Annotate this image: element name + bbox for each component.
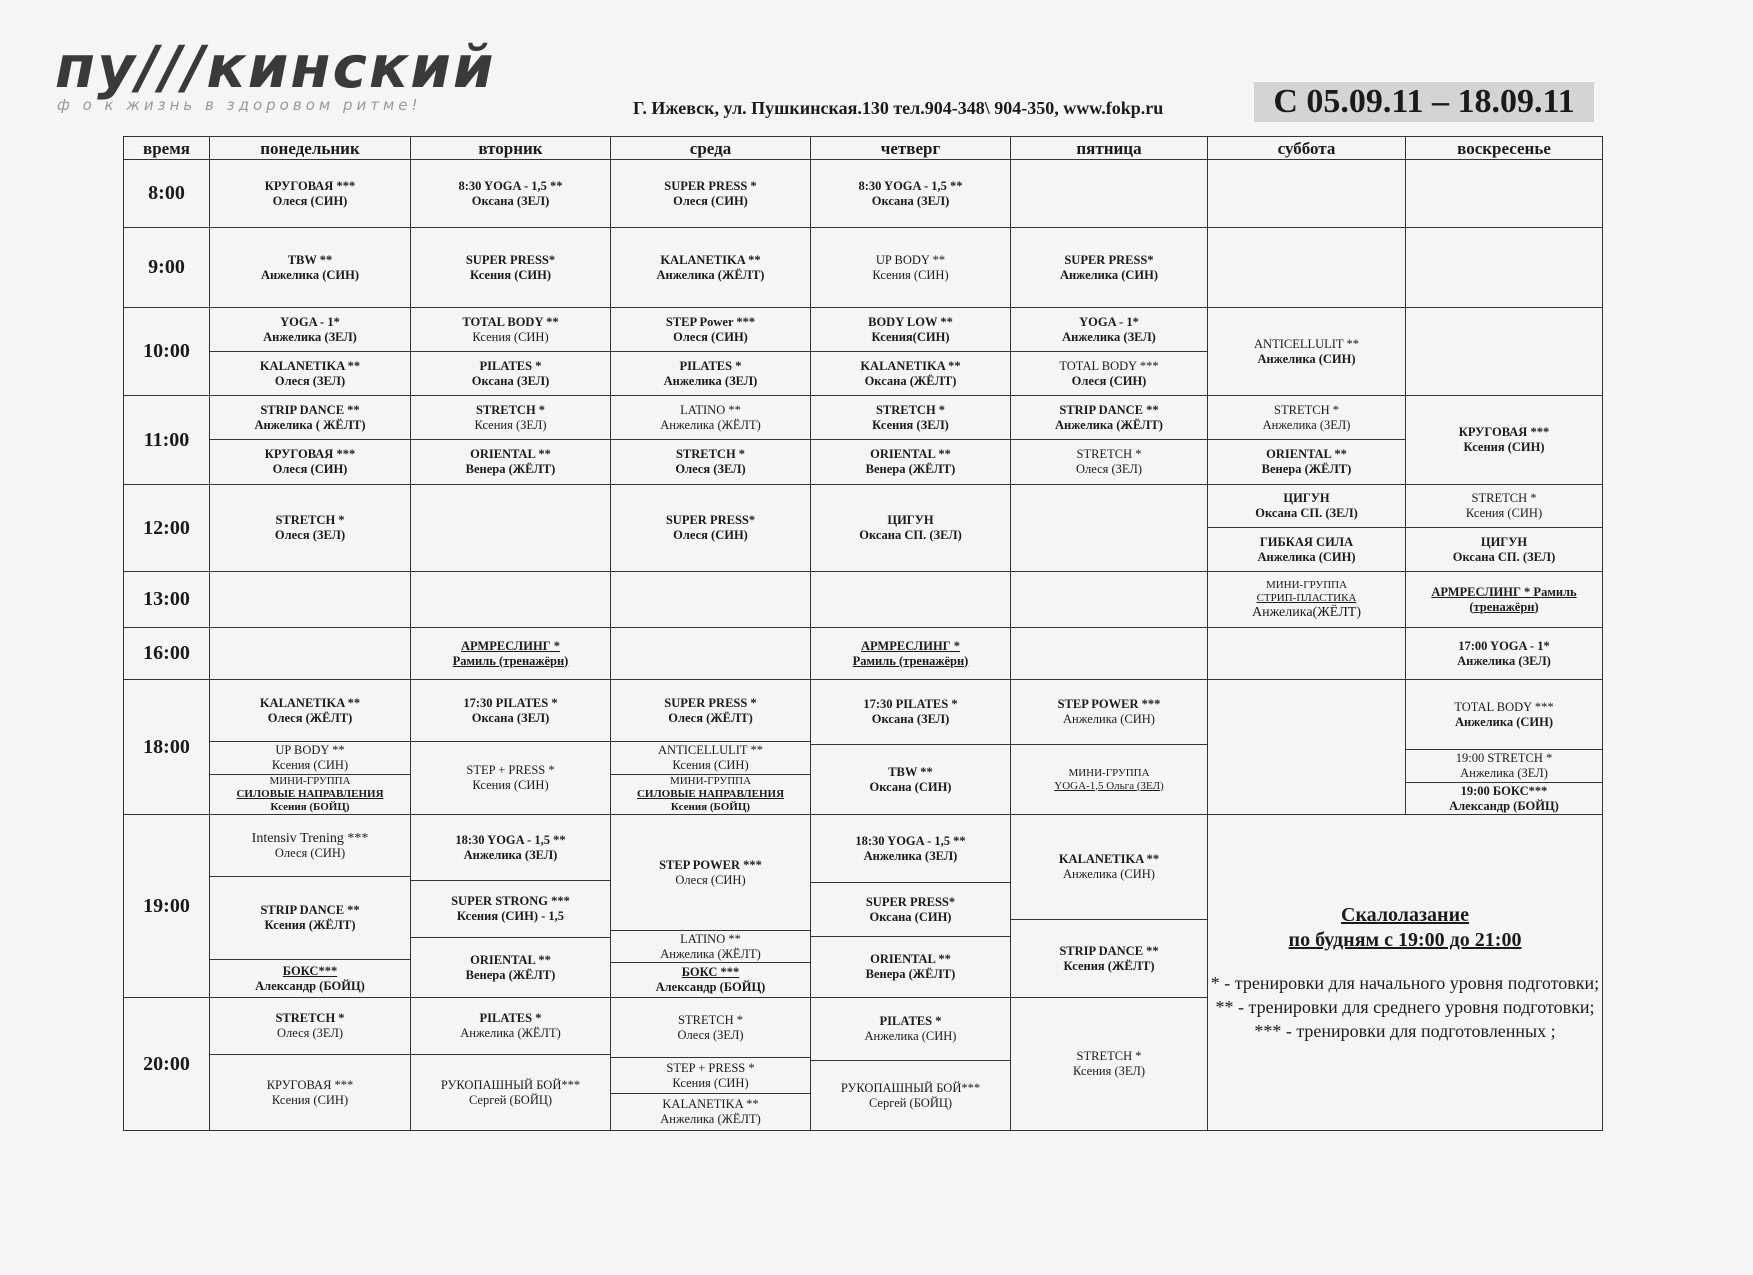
logo-tagline: ф о к жизнь в здоровом ритме! xyxy=(57,96,422,114)
class-slot[interactable]: ГИБКАЯ СИЛА Анжелика (СИН) xyxy=(1208,528,1406,572)
class-slot[interactable]: TBW ** Анжелика (СИН) xyxy=(210,228,411,308)
class-slot[interactable]: STRETCH * Ксения (СИН) xyxy=(1406,485,1602,528)
class-slot[interactable]: АРМРЕСЛИНГ * Рамиль (тренажёрн) xyxy=(411,628,611,680)
class-slot[interactable]: БОКС *** Александр (БОЙЦ) xyxy=(611,963,811,998)
time-slot: 11:00 xyxy=(124,396,210,485)
class-slot[interactable]: ORIENTAL ** Венера (ЖЁЛТ) xyxy=(1208,440,1406,485)
class-slot[interactable]: LATINO ** Анжелика (ЖЁЛТ) xyxy=(611,396,811,440)
header-tuesday: вторник xyxy=(411,137,611,160)
class-slot[interactable]: STRETCH * Ксения (ЗЕЛ) xyxy=(411,396,611,440)
class-slot[interactable]: SUPER PRESS * Олеся (ЖЁЛТ) xyxy=(611,680,811,742)
class-slot[interactable]: ЦИГУН Оксана СП. (ЗЕЛ) xyxy=(1406,528,1602,572)
schedule-period: С 05.09.11 – 18.09.11 xyxy=(1254,82,1594,122)
class-slot[interactable]: ORIENTAL ** Венера (ЖЁЛТ) xyxy=(411,440,611,485)
class-slot[interactable]: 8:30 YOGA - 1,5 ** Оксана (ЗЕЛ) xyxy=(411,160,611,228)
class-slot[interactable]: STEP + PRESS * Ксения (СИН) xyxy=(411,742,611,815)
class-slot[interactable]: STRIP DANCE ** Анжелика (ЖЁЛТ) xyxy=(1011,396,1208,440)
class-slot[interactable]: PILATES * Анжелика (ЗЕЛ) xyxy=(611,352,811,396)
empty-slot xyxy=(811,572,1011,628)
time-slot: 13:00 xyxy=(124,572,210,628)
class-slot[interactable]: PILATES * Анжелика (ЖЁЛТ) xyxy=(411,998,611,1055)
class-slot[interactable]: STRETCH * Олеся (ЗЕЛ) xyxy=(611,998,811,1058)
class-slot[interactable]: STRETCH * Олеся (ЗЕЛ) xyxy=(1011,440,1208,485)
header-monday: понедельник xyxy=(210,137,411,160)
class-slot[interactable]: STEP POWER *** Олеся (СИН) xyxy=(611,815,811,931)
empty-slot xyxy=(611,572,811,628)
class-slot[interactable]: КРУГОВАЯ *** Ксения (СИН) xyxy=(1406,396,1602,485)
time-slot: 12:00 xyxy=(124,485,210,572)
class-slot[interactable]: STEP Power *** Олеся (СИН) xyxy=(611,308,811,352)
class-slot[interactable]: STRETCH * Анжелика (ЗЕЛ) xyxy=(1208,396,1406,440)
empty-slot xyxy=(1406,160,1602,228)
header-saturday: суббота xyxy=(1208,137,1406,160)
legend-intermediate: ** - тренировки для среднего уровня подготовки; xyxy=(1215,996,1595,1017)
class-slot[interactable]: 19:00 БОКС*** Александр (БОЙЦ) xyxy=(1406,783,1602,815)
class-slot[interactable]: ЦИГУН Оксана СП. (ЗЕЛ) xyxy=(811,485,1011,572)
fitness-center-logo xyxy=(55,33,575,116)
time-slot: 9:00 xyxy=(124,228,210,308)
class-slot[interactable]: UP BODY ** Ксения (СИН) xyxy=(811,228,1011,308)
class-slot[interactable]: КРУГОВАЯ *** Олеся (СИН) xyxy=(210,160,411,228)
class-slot[interactable]: МИНИ-ГРУППА СТРИП-ПЛАСТИКА Анжелика(ЖЁЛТ) xyxy=(1208,572,1406,628)
header-wednesday: среда xyxy=(611,137,811,160)
climbing-title: Скалолазание xyxy=(1341,903,1469,926)
class-slot[interactable]: 8:30 YOGA - 1,5 ** Оксана (ЗЕЛ) xyxy=(811,160,1011,228)
empty-slot xyxy=(411,485,611,572)
empty-slot xyxy=(1011,160,1208,228)
class-slot[interactable]: UP BODY ** Ксения (СИН) xyxy=(210,742,411,775)
class-slot[interactable]: 18:30 YOGA - 1,5 ** Анжелика (ЗЕЛ) xyxy=(811,815,1011,883)
empty-slot xyxy=(1208,680,1406,815)
climbing-hours: по будням с 19:00 до 21:00 xyxy=(1288,928,1522,951)
time-slot: 20:00 xyxy=(124,998,210,1130)
class-slot[interactable]: SUPER PRESS* Оксана (СИН) xyxy=(811,883,1011,937)
empty-slot xyxy=(1208,160,1406,228)
class-slot[interactable]: KALANETIKA ** Анжелика (СИН) xyxy=(1011,815,1208,920)
class-slot[interactable]: STRETCH * Олеся (ЗЕЛ) xyxy=(210,998,411,1055)
class-slot[interactable]: 17:30 PILATES * Оксана (ЗЕЛ) xyxy=(411,680,611,742)
class-slot[interactable]: 17:30 PILATES * Оксана (ЗЕЛ) xyxy=(811,680,1011,745)
class-slot[interactable]: 17:00 YOGA - 1* Анжелика (ЗЕЛ) xyxy=(1406,628,1602,680)
class-slot[interactable]: ЦИГУН Оксана СП. (ЗЕЛ) xyxy=(1208,485,1406,528)
class-slot[interactable]: TOTAL BODY ** Ксения (СИН) xyxy=(411,308,611,352)
class-slot[interactable]: АРМРЕСЛИНГ * Рамиль (тренажёрн) xyxy=(1406,572,1602,628)
class-slot[interactable]: KALANETIKA ** Олеся (ЗЕЛ) xyxy=(210,352,411,396)
class-slot[interactable]: YOGA - 1* Анжелика (ЗЕЛ) xyxy=(1011,308,1208,352)
class-slot[interactable]: АРМРЕСЛИНГ * Рамиль (тренажёрн) xyxy=(811,628,1011,680)
class-slot[interactable]: ORIENTAL ** Венера (ЖЁЛТ) xyxy=(811,937,1011,998)
class-slot[interactable]: TBW ** Оксана (СИН) xyxy=(811,745,1011,815)
class-slot[interactable]: KALANETIKA ** Анжелика (ЖЁЛТ) xyxy=(611,228,811,308)
class-slot[interactable]: 19:00 STRETCH * Анжелика (ЗЕЛ) xyxy=(1406,750,1602,783)
class-slot[interactable]: STRIP DANCE ** Анжелика ( ЖЁЛТ) xyxy=(210,396,411,440)
header-time: время xyxy=(124,137,210,160)
class-slot[interactable]: КРУГОВАЯ *** Олеся (СИН) xyxy=(210,440,411,485)
class-slot[interactable]: STEP POWER *** Анжелика (СИН) xyxy=(1011,680,1208,745)
legend-advanced: *** - тренировки для подготовленных ; xyxy=(1254,1020,1556,1041)
class-slot[interactable]: Intensiv Trening *** Олеся (СИН) xyxy=(210,815,411,877)
schedule-table xyxy=(123,136,1603,1131)
empty-slot xyxy=(411,572,611,628)
class-slot[interactable]: STRETCH * Олеся (ЗЕЛ) xyxy=(210,485,411,572)
class-slot[interactable]: PILATES * Оксана (ЗЕЛ) xyxy=(411,352,611,396)
empty-slot xyxy=(611,628,811,680)
class-slot[interactable]: SUPER PRESS* Ксения (СИН) xyxy=(411,228,611,308)
time-slot: 16:00 xyxy=(124,628,210,680)
class-slot[interactable]: STRETCH * Ксения (ЗЕЛ) xyxy=(1011,998,1208,1130)
header-sunday: воскресенье xyxy=(1406,137,1602,160)
empty-slot xyxy=(1011,628,1208,680)
header-friday: пятница xyxy=(1011,137,1208,160)
class-slot[interactable]: YOGA - 1* Анжелика (ЗЕЛ) xyxy=(210,308,411,352)
class-slot[interactable]: БОКС*** Александр (БОЙЦ) xyxy=(210,960,411,998)
class-slot[interactable]: TOTAL BODY *** Анжелика (СИН) xyxy=(1406,680,1602,750)
empty-slot xyxy=(1011,572,1208,628)
class-slot[interactable]: КРУГОВАЯ *** Ксения (СИН) xyxy=(210,1055,411,1130)
class-slot[interactable]: РУКОПАШНЫЙ БОЙ*** Сергей (БОЙЦ) xyxy=(411,1055,611,1130)
time-slot: 18:00 xyxy=(124,680,210,815)
class-slot[interactable]: STRIP DANCE ** Ксения (ЖЁЛТ) xyxy=(210,877,411,960)
time-slot: 19:00 xyxy=(124,815,210,998)
class-slot[interactable]: ANTICELLULIT ** Ксения (СИН) xyxy=(611,742,811,775)
class-slot[interactable]: KALANETIKA ** Анжелика (ЖЁЛТ) xyxy=(611,1094,811,1130)
class-slot[interactable]: SUPER PRESS* Олеся (СИН) xyxy=(611,485,811,572)
header-thursday: четверг xyxy=(811,137,1011,160)
empty-slot xyxy=(210,628,411,680)
empty-slot xyxy=(210,572,411,628)
class-slot[interactable]: STRETCH * Ксения (ЗЕЛ) xyxy=(811,396,1011,440)
empty-slot xyxy=(1208,628,1406,680)
notes-panel xyxy=(1208,815,1602,1130)
legend-beginner: * - тренировки для начального уровня подготовки; xyxy=(1210,972,1600,993)
class-slot[interactable]: STRIP DANCE ** Ксения (ЖЁЛТ) xyxy=(1011,920,1208,998)
class-slot[interactable]: SUPER STRONG *** Ксения (СИН) - 1,5 xyxy=(411,881,611,938)
empty-slot xyxy=(1011,485,1208,572)
class-slot[interactable]: 18:30 YOGA - 1,5 ** Анжелика (ЗЕЛ) xyxy=(411,815,611,881)
class-slot[interactable]: МИНИ-ГРУППА СИЛОВЫЕ НАПРАВЛЕНИЯ Ксения (БОЙЦ) xyxy=(611,775,811,815)
class-slot[interactable]: МИНИ-ГРУППА СИЛОВЫЕ НАПРАВЛЕНИЯ Ксения (БОЙЦ) xyxy=(210,775,411,815)
empty-slot xyxy=(1208,228,1406,308)
class-slot[interactable]: ORIENTAL ** Венера (ЖЁЛТ) xyxy=(811,440,1011,485)
class-slot[interactable]: SUPER PRESS* Анжелика (СИН) xyxy=(1011,228,1208,308)
class-slot[interactable]: SUPER PRESS * Олеся (СИН) xyxy=(611,160,811,228)
empty-slot xyxy=(1406,308,1602,396)
class-slot[interactable]: МИНИ-ГРУППА YOGA-1,5 Ольга (ЗЕЛ) xyxy=(1011,745,1208,815)
level-legend xyxy=(1211,971,1599,1043)
class-slot[interactable]: STEP + PRESS * Ксения (СИН) xyxy=(611,1058,811,1094)
class-slot[interactable]: STRETCH * Олеся (ЗЕЛ) xyxy=(611,440,811,485)
class-slot[interactable]: TOTAL BODY *** Олеся (СИН) xyxy=(1011,352,1208,396)
time-slot: 8:00 xyxy=(124,160,210,228)
logo-wordmark: пу///кинский xyxy=(55,33,496,101)
empty-slot xyxy=(1406,228,1602,308)
class-slot[interactable]: LATINO ** Анжелика (ЖЁЛТ) xyxy=(611,931,811,963)
club-address: Г. Ижевск, ул. Пушкинская.130 тел.904-348\ 904-350, www.fokp.ru xyxy=(633,98,1164,118)
class-slot[interactable]: ANTICELLULIT ** Анжелика (СИН) xyxy=(1208,308,1406,396)
class-slot[interactable]: ORIENTAL ** Венера (ЖЁЛТ) xyxy=(411,938,611,998)
class-slot[interactable]: PILATES * Анжелика (СИН) xyxy=(811,998,1011,1061)
class-slot[interactable]: BODY LOW ** Ксения(СИН) xyxy=(811,308,1011,352)
class-slot[interactable]: KALANETIKA ** Олеся (ЖЁЛТ) xyxy=(210,680,411,742)
time-slot: 10:00 xyxy=(124,308,210,396)
class-slot[interactable]: РУКОПАШНЫЙ БОЙ*** Сергей (БОЙЦ) xyxy=(811,1061,1011,1130)
class-slot[interactable]: KALANETIKA ** Оксана (ЖЁЛТ) xyxy=(811,352,1011,396)
